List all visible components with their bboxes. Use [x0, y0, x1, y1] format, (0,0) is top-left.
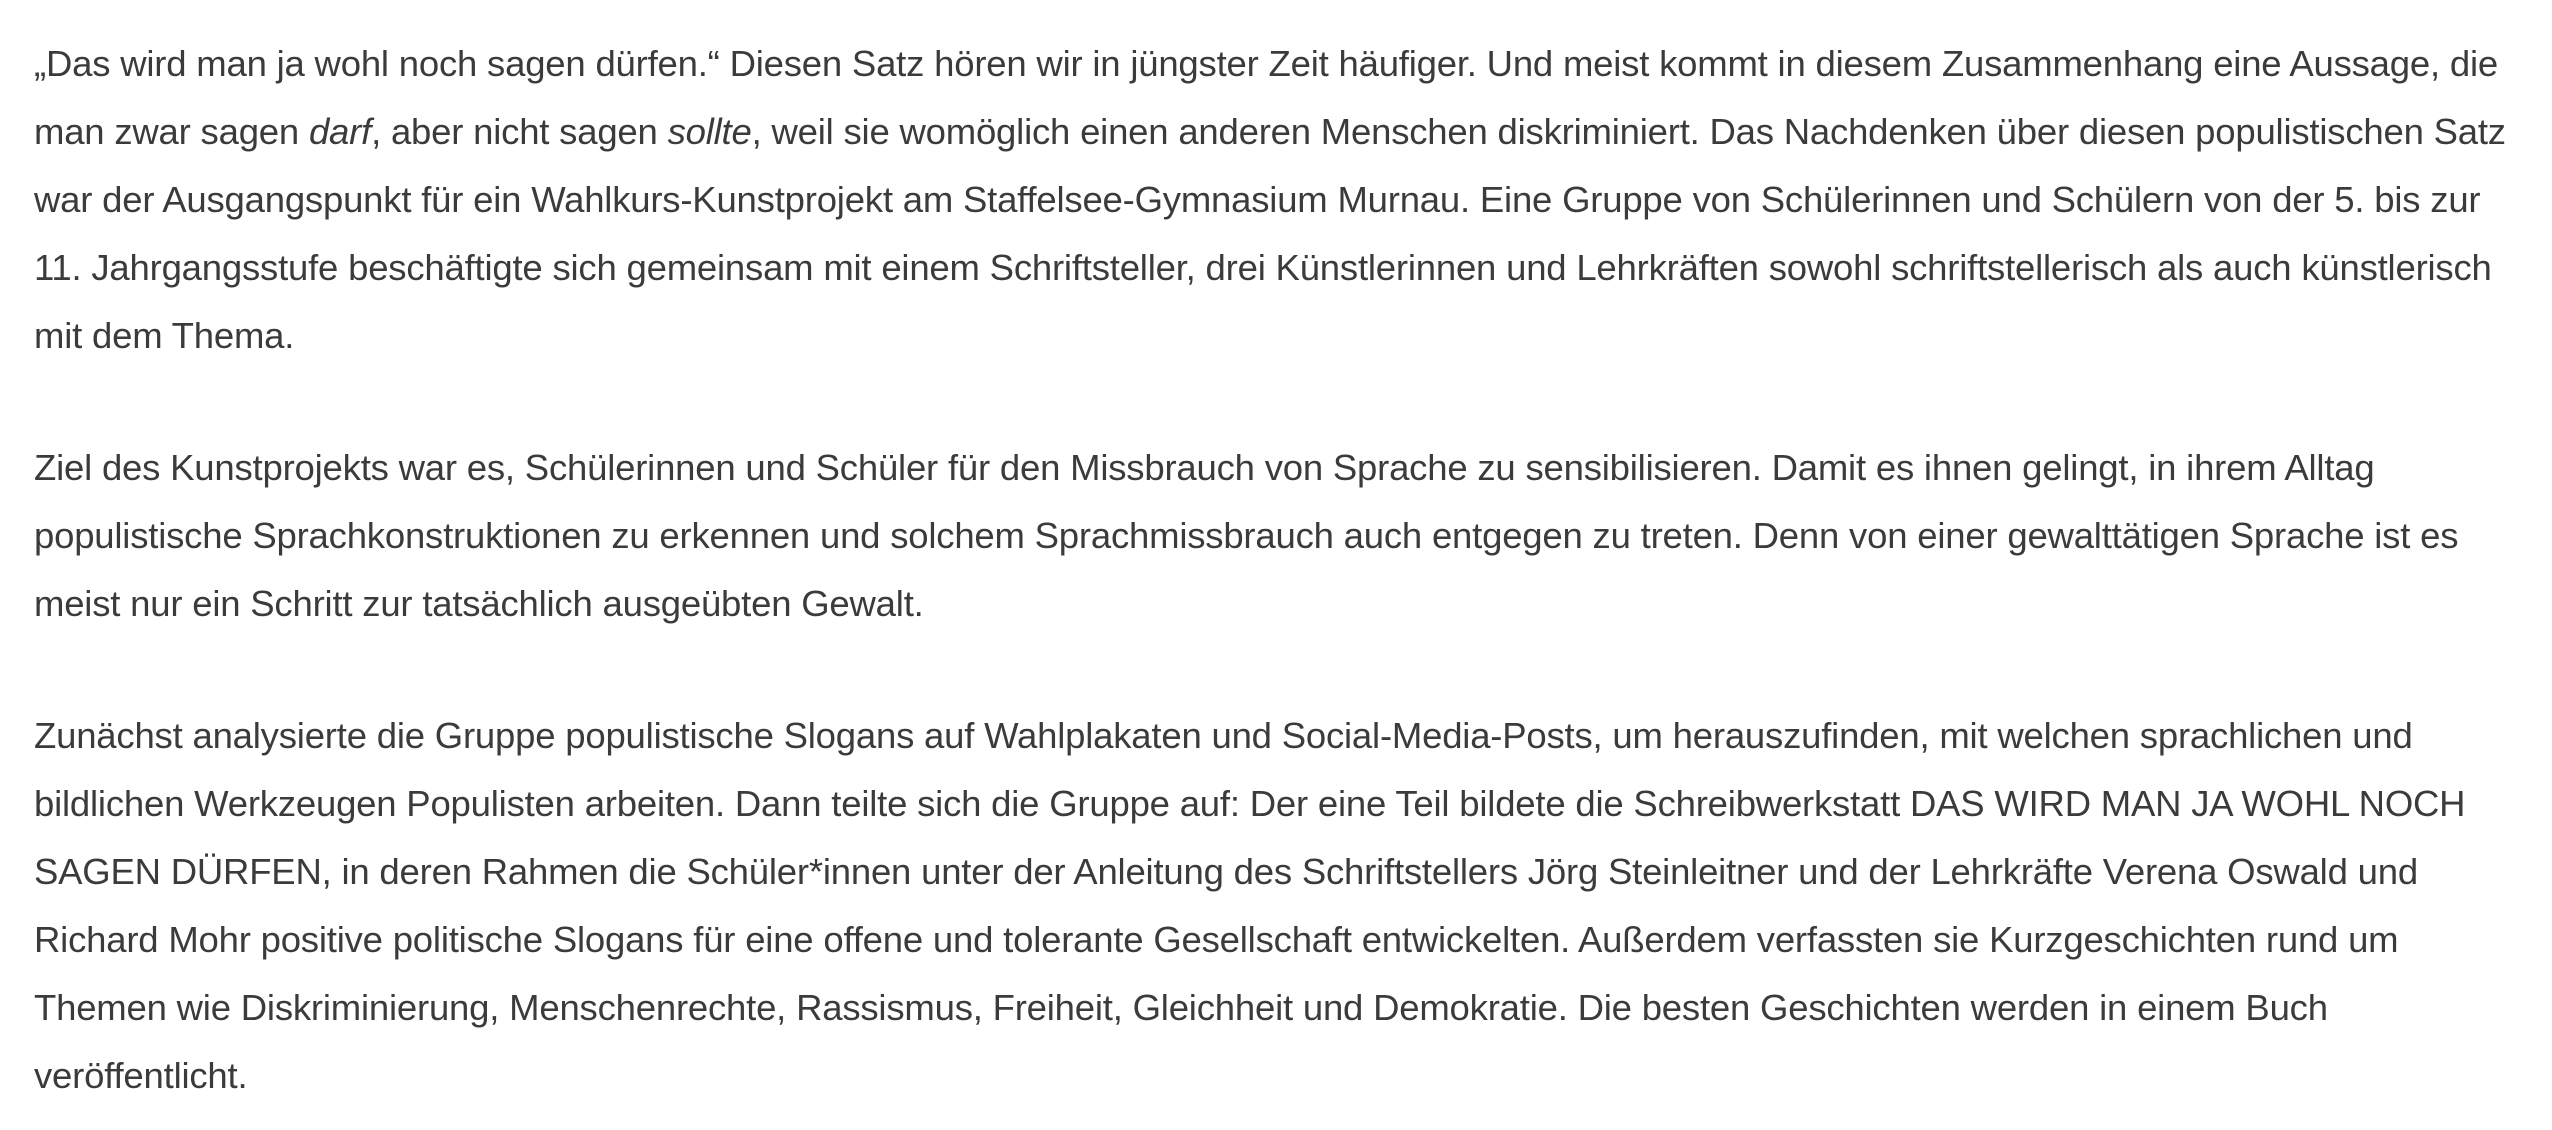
paragraph-intro: [34, 30, 2524, 370]
paragraph-goal: Ziel des Kunstprojekts war es, Schülerinnen und Schüler für den Missbrauch von Sprache zu sensibilisieren. Damit es ihnen gelingt, in ihrem Alltag populistische Sprachkonstruktionen zu erkennen und solchem Sprachmissbrauch auch entgegen zu treten. Denn von einer gewalttätigen Sprache ist es meist nur ein Schritt zur tatsächlich ausgeübten Gewalt.: [34, 447, 2459, 624]
paragraph-process: Zunächst analysierte die Gruppe populistische Slogans auf Wahlplakaten und Social-Media-Posts, um herauszufinden, mit welchen sprachlichen und bildlichen Werkzeugen Populisten arbeiten. Dann teilte sich die Gruppe auf: Der eine Teil bildete die Schreibwerkstatt DAS WIRD MAN JA WOHL NOCH SAGEN DÜRFEN, in deren Rahmen die Schüler*innen unter der Anleitung des Schriftstellers Jörg Steinleitner und der Lehrkräfte Verena Oswald und Richard Mohr positive politische Slogans für eine offene und tolerante Gesellschaft entwickelten. Außerdem verfassten sie Kurzgeschichten rund um Themen wie Diskriminierung, Menschenrechte, Rassismus, Freiheit, Gleichheit und Demokratie. Die besten Geschichten werden in einem Buch veröffentlicht.: [34, 715, 2466, 1096]
paragraph-intro-text-1: „Das wird man ja wohl noch sagen dürfen.“ Diesen Satz hören wir in jüngster Zeit häufiger. Und meist kommt in diesem Zusammenhang eine Aussage, die man zwar sagen: [34, 43, 2498, 152]
emphasis-sollte: sollte: [667, 111, 752, 152]
paragraph-intro-text-3: , weil sie womöglich einen anderen Menschen diskriminiert. Das Nachdenken über diesen populistischen Satz war der Ausgangspunkt für ein Wahlkurs-Kunstprojekt am Staffelsee-Gymnasium Murnau. Eine Gruppe von Schülerinnen und Schülern von der 5. bis zur 11. Jahrgangsstufe beschäftigte sich gemeinsam mit einem Schriftsteller, drei Künstlerinnen und Lehrkräften sowohl schriftstellerisch als auch künstlerisch mit dem Thema.: [34, 111, 2506, 356]
article-body: [34, 30, 2524, 1110]
emphasis-darf: darf: [308, 111, 372, 152]
paragraph-intro-text-2: , aber nicht sagen: [371, 111, 668, 152]
